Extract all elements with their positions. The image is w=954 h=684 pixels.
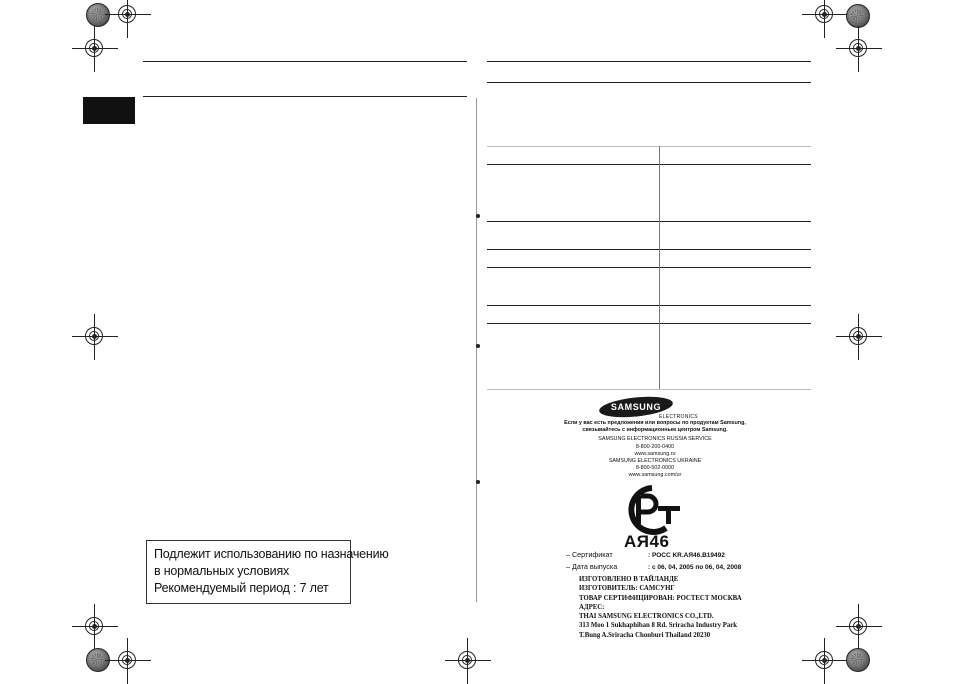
mfr-line-1: ИЗГОТОВЛЕНО В ТАЙЛАНДЕ [579, 576, 679, 583]
mfr-line-2: ИЗГОТОВИТЕЛЬ: САМСУНГ [579, 585, 675, 593]
mfr-line-5: THAI SAMSUNG ELECTRONICS CO.,LTD. [579, 613, 714, 621]
service-life-notice [146, 540, 389, 604]
binding-dot [476, 344, 480, 348]
russia-web: www.samsung.ru [634, 450, 676, 457]
mfr-line-3: ТОВАР СЕРТИФИЦИРОВАН: РОСТЕСТ МОСКВА [579, 594, 742, 602]
table-column-divider [659, 146, 660, 389]
table-row-rule [487, 323, 811, 324]
color-registration-disc [846, 648, 870, 672]
mfr-line-7: T.Bung A.Sriracha Chonburi Thailand 20230 [579, 631, 711, 639]
mfr-line-4: АДРЕС: [579, 603, 605, 611]
certificate-row [566, 550, 725, 559]
issue-date-label: – Дата выпуска [566, 562, 618, 571]
certification-mark-code: АЯ46 [624, 532, 670, 551]
samsung-electronics-label: ELECTRONICS [659, 414, 698, 420]
registration-crosshair-icon [812, 648, 838, 674]
registration-crosshair-icon [115, 648, 141, 674]
russia-service: SAMSUNG ELECTRONICS RUSSIA SERVICE [598, 436, 712, 443]
registration-crosshair-icon [846, 324, 872, 350]
binding-dot [476, 480, 480, 484]
language-tab [83, 97, 135, 124]
binding-dot [476, 214, 480, 218]
contact-line-2: связывайтесь с информационным центром Samsung. [582, 427, 728, 434]
registration-crosshair-icon [846, 36, 872, 62]
table-row-rule [487, 267, 811, 268]
right-header-rule [487, 61, 811, 62]
left-header-rule [143, 61, 467, 62]
page-gutter-line [476, 98, 477, 602]
right-section-rule [487, 82, 811, 83]
issue-date-row [566, 562, 741, 571]
mfr-line-6: 313 Moo 1 Sukhaphiban 8 Rd. Sriracha Industry Park [579, 622, 738, 630]
notice-line-1: Подлежит использованию по назначению [154, 547, 389, 561]
certificate-value: : РОСС KR.АЯ46.В19492 [648, 552, 725, 559]
issue-date-value: : с 06, 04, 2005 по 06, 04, 2008 [648, 564, 742, 571]
ukraine-service: SAMSUNG ELECTRONICS UKRAINE [608, 458, 702, 465]
table-row-rule [487, 305, 811, 306]
certificate-label: – Сертификат [566, 550, 613, 559]
color-registration-disc [86, 3, 110, 27]
registration-crosshair-icon [455, 648, 481, 674]
table-top-rule [487, 146, 811, 147]
left-section-rule [143, 96, 467, 97]
registration-crosshair-icon [812, 2, 838, 28]
contact-line-1: Если у вас есть предложения или вопросы по продуктам Samsung, [564, 420, 746, 426]
registration-crosshair-icon [82, 324, 108, 350]
table-bottom-rule [487, 389, 811, 390]
table-row-rule [487, 249, 811, 250]
samsung-logo-text: SAMSUNG [610, 402, 662, 412]
table-row-rule [487, 221, 811, 222]
table-row-rule [487, 164, 811, 165]
pct-certification-mark-icon [622, 484, 684, 536]
notice-line-3: Рекомендуемый период : 7 лет [154, 581, 329, 595]
color-registration-disc [846, 4, 870, 28]
ukraine-web: www.samsung.com/ur [628, 472, 682, 479]
samsung-contact-info [540, 420, 770, 480]
registration-crosshair-icon [846, 614, 872, 640]
registration-crosshair-icon [82, 614, 108, 640]
notice-line-2: в нормальных условиях [154, 564, 290, 578]
russia-phone: 8-800-200-0400 [635, 443, 675, 450]
ukraine-phone: 8-800-502-0000 [635, 465, 675, 472]
registration-crosshair-icon [82, 36, 108, 62]
registration-crosshair-icon [115, 2, 141, 28]
manufacturer-info [579, 575, 742, 640]
